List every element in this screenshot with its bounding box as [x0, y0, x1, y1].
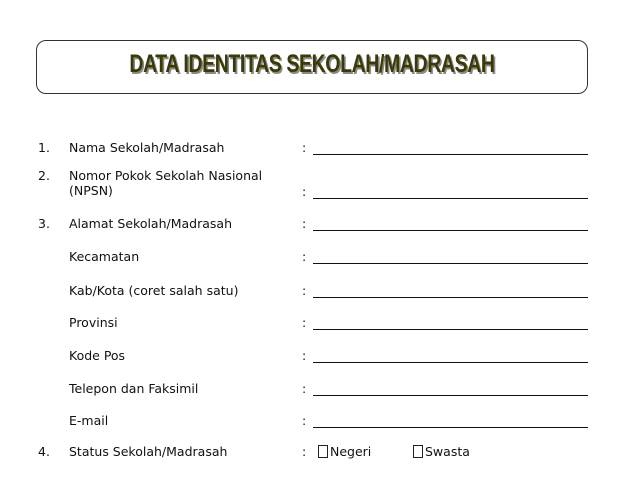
field-label — [69, 283, 238, 298]
colon: : — [302, 348, 307, 363]
fill-in-line[interactable] — [313, 263, 588, 264]
option-label-swasta: Swasta — [425, 444, 470, 459]
form-row — [0, 216, 627, 236]
colon: : — [302, 381, 307, 396]
form-row — [0, 413, 627, 433]
field-label-text: Kecamatan — [69, 249, 140, 264]
field-label: Status Sekolah/Madrasah — [69, 444, 228, 459]
field-label-text: Alamat Sekolah/Madrasah — [69, 216, 233, 231]
field-number: 3. — [38, 216, 50, 231]
field-label — [69, 315, 118, 330]
fill-in-line[interactable] — [313, 297, 588, 298]
colon: : — [302, 444, 307, 459]
fill-in-line[interactable] — [313, 362, 588, 363]
colon: : — [302, 413, 307, 428]
form-row — [0, 315, 627, 335]
form-row — [0, 168, 627, 199]
field-label-text: Nomor Pokok Sekolah Nasional — [69, 168, 263, 183]
field-label-text: Kode Pos — [69, 348, 126, 363]
field-label-text: Telepon dan Faksimil — [69, 381, 199, 396]
fill-in-line[interactable] — [313, 198, 588, 199]
field-label-text: Nama Sekolah/Madrasah — [69, 140, 225, 155]
field-label-text: Provinsi — [69, 315, 118, 330]
field-label-text-2: (NPSN) — [69, 183, 113, 198]
page-title: DATA IDENTITAS SEKOLAH/MADRASAH — [129, 50, 495, 78]
title-box — [36, 40, 588, 94]
field-label — [69, 140, 224, 155]
field-number: 1. — [38, 140, 50, 155]
colon: : — [302, 216, 307, 231]
form-row — [0, 249, 627, 269]
field-label — [69, 216, 232, 231]
field-label — [69, 168, 262, 198]
checkbox-negeri[interactable] — [318, 445, 328, 458]
fill-in-line[interactable] — [313, 154, 588, 155]
form-row — [0, 348, 627, 368]
form-row — [0, 381, 627, 401]
fill-in-line[interactable] — [313, 329, 588, 330]
field-label-text: E-mail — [69, 413, 109, 428]
option-label-negeri: Negeri — [330, 444, 372, 459]
field-label-text: Kab/Kota (coret salah satu) — [69, 283, 239, 298]
colon: : — [302, 283, 307, 298]
fill-in-line[interactable] — [313, 427, 588, 428]
form-row — [0, 283, 627, 303]
field-label — [69, 348, 125, 363]
fill-in-line[interactable] — [313, 230, 588, 231]
colon: : — [302, 315, 307, 330]
colon: : — [302, 249, 307, 264]
field-label — [69, 381, 198, 396]
field-label — [69, 413, 108, 428]
status-row — [0, 444, 627, 464]
field-number: 2. — [38, 168, 50, 183]
form-row — [0, 140, 627, 160]
fill-in-line[interactable] — [313, 395, 588, 396]
field-number: 4. — [38, 444, 50, 459]
colon: : — [302, 140, 307, 155]
colon: : — [302, 184, 307, 199]
field-label — [69, 249, 139, 264]
checkbox-swasta[interactable] — [413, 445, 423, 458]
